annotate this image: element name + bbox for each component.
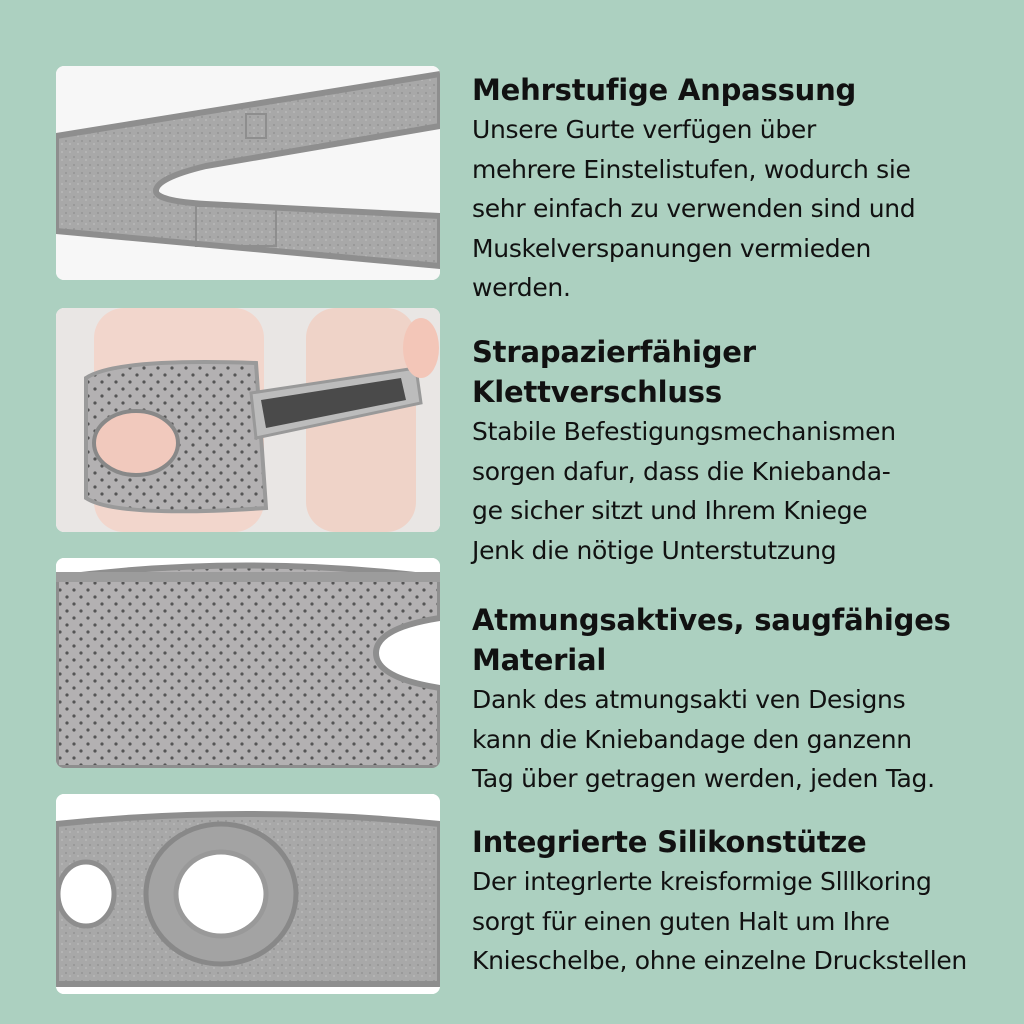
feature-silicone bbox=[472, 822, 1012, 981]
feature-title: Integrierte Silikonstütze bbox=[472, 825, 867, 859]
feature-description: Der integrlerte kreisformige Slllkoring sorgt für einen guten Halt um Ihre Knieschelbe, ohne einzelne Druckstellen bbox=[472, 867, 967, 975]
feature-description: Stabile Befestigungsmechanismen sorgen dafur, dass die Kniebanda- ge sicher sitzt und Ihrem Kniege Jenk die nötige Unterstutzung bbox=[472, 417, 896, 565]
feature-description: Dank des atmungsakti ven Designs kann die Kniebandage den ganzenn Tag über getragen werden, jeden Tag. bbox=[472, 685, 935, 793]
feature-title: Mehrstufige Anpassung bbox=[472, 73, 857, 107]
silicone-ring-photo bbox=[56, 794, 440, 994]
adjustable-strap-photo bbox=[56, 66, 440, 280]
feature-title: Atmungsaktives, saugfähiges Material bbox=[472, 603, 951, 677]
perforated-material-photo bbox=[56, 558, 440, 768]
velcro-closure-photo bbox=[56, 308, 440, 532]
feature-adjustment bbox=[472, 70, 1012, 308]
feature-velcro bbox=[472, 332, 1012, 570]
feature-title: Strapazierfähiger Klettverschluss bbox=[472, 335, 756, 409]
feature-description: Unsere Gurte verfügen über mehrere Einstelistufen, wodurch sie sehr einfach zu verwenden sind und Muskelverspanungen vermieden werden. bbox=[472, 115, 916, 302]
feature-material bbox=[472, 600, 1012, 799]
